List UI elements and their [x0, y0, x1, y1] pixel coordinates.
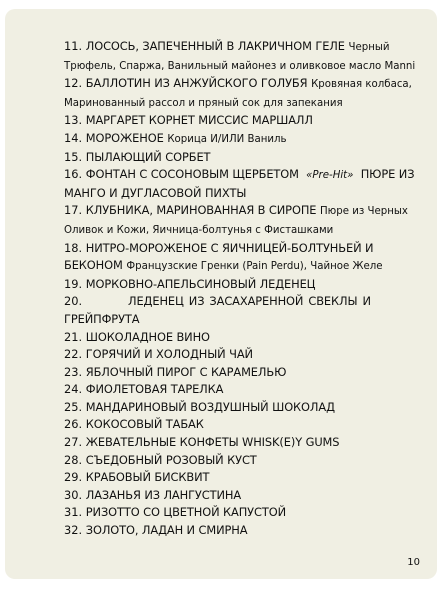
dish-name: ШОКОЛАДНОЕ ВИНО [85, 329, 210, 344]
item-number: 13. [64, 113, 83, 128]
menu-item-22 [64, 346, 417, 364]
menu-item-25 [64, 399, 417, 417]
menu-item-29 [64, 469, 417, 487]
pre-hit-note: «Pre-Hit» [306, 170, 354, 182]
dish-name: МАРГАРЕТ КОРНЕТ МИССИС МАРШАЛЛ [85, 113, 313, 128]
menu-item-16 [64, 166, 417, 202]
item-number: 18. [64, 240, 83, 255]
menu-item-32 [64, 522, 417, 540]
dish-name: ПЫЛАЮЩИЙ СОРБЕТ [85, 149, 211, 164]
item-number: 26. [64, 417, 83, 432]
item-number: 11. [64, 39, 83, 53]
dish-name: КЛУБНИКА, МАРИНОВАННАЯ В СИРОПЕ [85, 203, 317, 218]
item-number: 30. [64, 487, 83, 502]
item-number: 22. [64, 347, 83, 362]
menu-item-27 [64, 434, 417, 452]
item-number: 14. [64, 130, 83, 145]
menu-item-28 [64, 452, 417, 470]
item-number: 29. [64, 470, 83, 485]
item-number: 23. [64, 364, 83, 379]
item-number: 28. [64, 452, 83, 467]
dish-description: Кровяная колбаса, Маринованный рассол и пряный сок для запекания [64, 79, 412, 109]
dish-name: КРАБОВЫЙ БИСКВИТ [85, 470, 210, 485]
item-number: 21. [64, 329, 83, 344]
dish-name: ЛЕДЕНЕЦ ИЗ ЗАСАХАРЕННОЙ СВЕКЛЫ И ГРЕЙПФРУТА [64, 294, 371, 326]
menu-item-17 [64, 202, 417, 239]
dish-name: СЪЕДОБНЫЙ РОЗОВЫЙ КУСТ [85, 452, 257, 467]
menu-item-31 [64, 504, 417, 522]
item-number: 27. [64, 435, 83, 450]
dish-name: ЖЕВАТЕЛЬНЫЕ КОНФЕТЫ WHISK(E)Y GUMS [85, 435, 340, 450]
menu-item-18 [64, 240, 417, 276]
dish-description: Пюре из Черных Оливок и Кожи, Яичница-болтунья с Фисташками [64, 206, 408, 236]
menu-list [64, 38, 417, 540]
dish-name: НИТРО-МОРОЖЕНОЕ С ЯИЧНИЦЕЙ-БОЛТУНЬЕЙ И БЕКОНОМ [64, 240, 374, 273]
menu-item-14 [64, 130, 417, 149]
item-number: 24. [64, 382, 83, 397]
dish-name: МАНДАРИНОВЫЙ ВОЗДУШНЫЙ ШОКОЛАД [85, 399, 335, 414]
item-number: 12. [64, 76, 83, 91]
dish-name: РИЗОТТО СО ЦВЕТНОЙ КАПУСТОЙ [85, 505, 287, 520]
menu-item-21 [64, 329, 417, 347]
dish-description: Французские Гренки (Pain Perdu), Чайное Желе [126, 261, 383, 273]
menu-item-23 [64, 364, 417, 382]
dish-name: ЗОЛОТО, ЛАДАН И СМИРНА [85, 523, 248, 538]
item-number: 20. [64, 294, 83, 309]
item-number: 19. [64, 276, 83, 291]
dish-name: МОРКОВНО-АПЕЛЬСИНОВЫЙ ЛЕДЕНЕЦ [85, 276, 316, 291]
item-number: 31. [64, 505, 83, 520]
dish-name: МОРОЖЕНОЕ [85, 130, 164, 145]
menu-item-15 [64, 149, 417, 167]
item-number: 32. [64, 523, 83, 538]
menu-item-13 [64, 112, 417, 130]
item-number: 25. [64, 399, 83, 414]
dish-name: ФОНТАН С СОСОНОВЫМ ЩЕРБЕТОМ [85, 167, 299, 182]
page-number: 10 [407, 557, 420, 568]
dish-name-continued: ПЮРЕ ИЗ МАНГО И ДУГЛАСОВОЙ ПИХТЫ [64, 167, 415, 200]
menu-item-20 [64, 293, 417, 328]
dish-name: БАЛЛОТИН ИЗ АНЖУЙСКОГО ГОЛУБЯ [85, 76, 308, 91]
menu-item-12 [64, 75, 417, 112]
dish-name: ФИОЛЕТОВАЯ ТАРЕЛКА [85, 382, 224, 397]
dish-name: КОКОСОВЫЙ ТАБАК [85, 417, 204, 432]
menu-page [5, 9, 437, 579]
dish-name: ГОРЯЧИЙ И ХОЛОДНЫЙ ЧАЙ [85, 347, 253, 362]
item-number: 15. [64, 149, 83, 164]
dish-name: ЛАЗАНЬЯ ИЗ ЛАНГУСТИНА [85, 487, 242, 502]
item-number: 16. [64, 167, 83, 182]
menu-item-11 [64, 38, 417, 75]
menu-item-19 [64, 276, 417, 294]
menu-item-24 [64, 381, 417, 399]
dish-name: ЛОСОСЬ, ЗАПЕЧЕННЫЙ В ЛАКРИЧНОМ ГЕЛЕ [85, 39, 345, 53]
dish-name: ЯБЛОЧНЫЙ ПИРОГ С КАРАМЕЛЬЮ [85, 364, 287, 379]
menu-item-30 [64, 487, 417, 505]
menu-item-26 [64, 416, 417, 434]
item-number: 17. [64, 203, 83, 218]
dish-description: Черный Трюфель, Спаржа, Ванильный майонез и оливковое масло Manni [64, 42, 416, 72]
dish-description: Корица И/ИЛИ Ваниль [167, 133, 287, 145]
